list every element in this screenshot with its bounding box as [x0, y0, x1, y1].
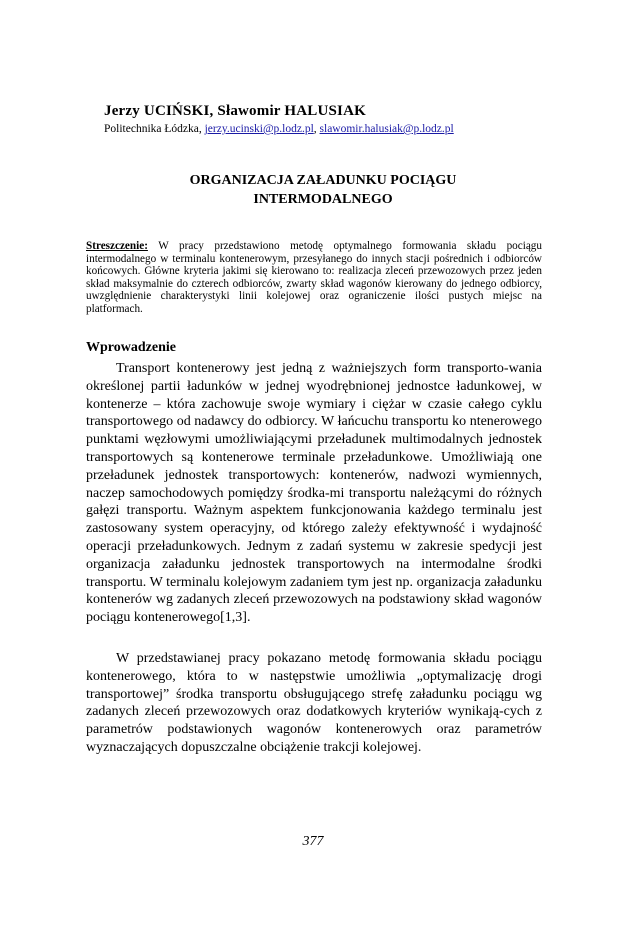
abstract-label: Streszczenie:: [86, 240, 148, 252]
abstract: [86, 240, 542, 316]
page-number: 377: [302, 834, 324, 849]
abstract-text: W pracy przedstawiono metodę optymalnego formowania składu pociągu intermodalnego w terminalu kontenerowym, przesyłanego do innych stacji pośrednich i odbiorców końcowych. Główne kryteria jakimi się kierowano to: realizacja zleceń przewozowych przez jeden skład maksymalnie do czterech odbiorców, zwarty skład wagonów kierowany do jednego odbiorcy, uwzględnienie charakterystyki linii kolejowej oraz ograniczenie ilości pustych miejsc na platformach.: [86, 240, 542, 315]
authors: Jerzy UCIŃSKI, Sławomir HALUSIAK: [104, 103, 366, 119]
affiliation: [104, 123, 454, 135]
paper-title: [100, 171, 546, 209]
affiliation-institution: Politechnika Łódzka,: [104, 123, 205, 135]
email-separator: ,: [313, 123, 320, 135]
paper-title-line-1: ORGANIZACJA ZAŁADUNKU POCIĄGU: [189, 173, 457, 188]
email-link-1[interactable]: jerzy.ucinski@p.lodz.pl: [204, 123, 314, 135]
paper-title-line-2: INTERMODALNEGO: [253, 192, 393, 207]
section-heading: Wprowadzenie: [86, 340, 176, 355]
email-link-2[interactable]: slawomir.halusiak@p.lodz.pl: [319, 123, 454, 135]
body-paragraph-2: W przedstawianej pracy pokazano metodę formowania składu pociągu kontenerowego, która to w następstwie umożliwia „optymalizację drogi transportowej” środka transportu obsługującego strefę załadunku pociągu wg zadanych zleceń przewozowych oraz dodatkowych kryteriów wynikają-cych z parametrów podstawionych wagonów kontenerowych oraz parametrów wyznaczających dopuszczalne obciążenie trakcji kolejowej.: [86, 651, 542, 755]
body-paragraph-1: Transport kontenerowy jest jedną z ważniejszych form transporto-wania określonej partii ładunków w jednej wyodrębnionej jednostce ładunkowej, w kontenerze – która zachowuje swoje wymiary i ciężar w czasie całego cyklu transportowego od nadawcy do odbiorcy. W łańcuchu transportu ko ntenerowego punktami węzłowymi umożliwiającymi przeładunek multimodalnych jednostek transportowych są kontenerowe terminale przeładunkowe. Umożliwiają one przeładunek jednostek transportowych: kontenerów, nadwozi wymiennych, naczep samochodowych pomiędzy środka-mi transportu należącymi do różnych gałęzi transportu. Ważnym aspektem funkcjonowania każdego terminalu jest zastosowany system operacyjny, od którego zależy efektywność i wydajność operacji przeładunkowych. Jednym z zadań systemu w zakresie spedycji jest organizacja załadunku jednostek transportowych na intermodalne środki transportu. W terminalu kolejowym zadaniem tym jest np. organizacja załadunku kontenerów wg zadanych zleceń przewozowych na podstawiony skład wagonów pociągu kontenerowego[1,3].: [86, 361, 542, 626]
